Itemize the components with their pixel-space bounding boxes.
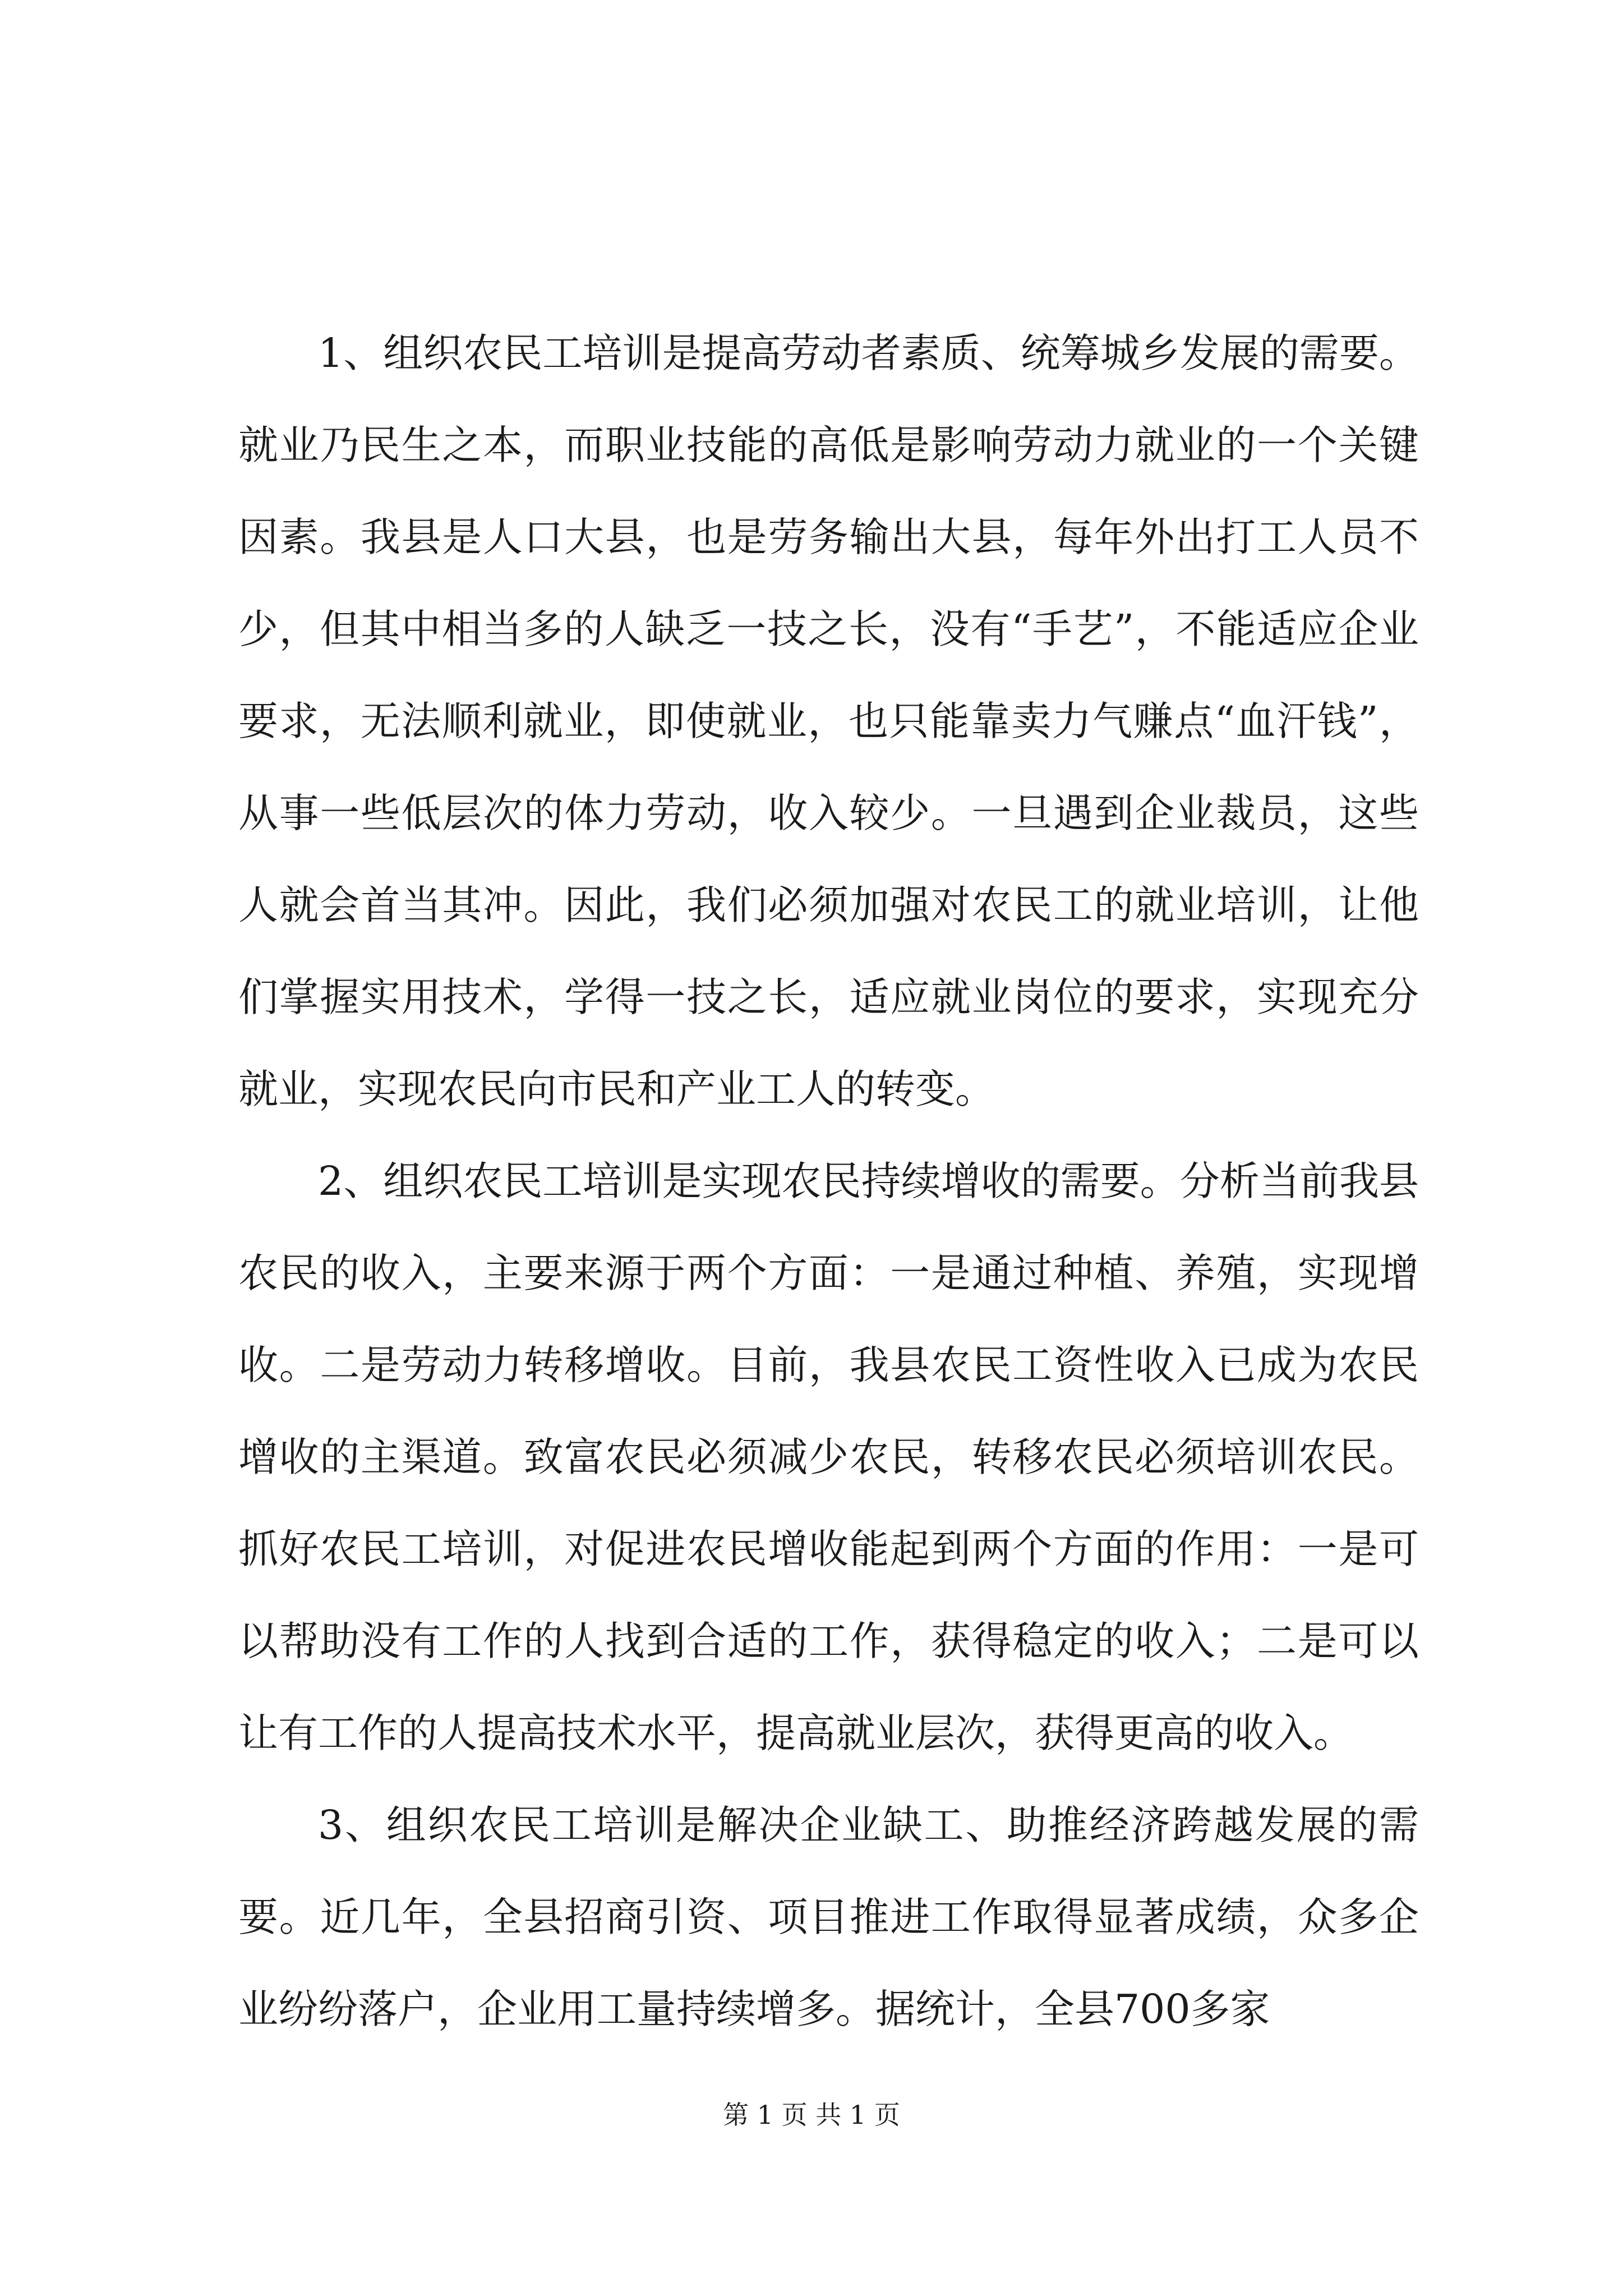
page-footer: 第 1 页 共 1 页 [723,2100,900,2130]
paragraph-2: 2、组织农民工培训是实现农民持续增收的需要。分析当前我县农民的收入，主要来源于两个方面：一是通过种植、养殖，实现增收。二是劳动力转移增收。目前，我县农民工资性收入已成为农民增收的主渠道。致富农民必须减少农民，转移农民必须培训农民。抓好农民工培训，对促进农民增收能起到两个方面的作用：一是可以帮助没有工作的人找到合适的工作，获得稳定的收入；二是可以让有工作的人提高技术水平，提高就业层次，获得更高的收入。 [238,1158,1419,1756]
paragraph-3: 3、组织农民工培训是解决企业缺工、助推经济跨越发展的需要。近几年，全县招商引资、项目推进工作取得显著成绩，众多企业纷纷落户，企业用工量持续增多。据统计，全县700多家 [238,1802,1419,2032]
document-body [238,307,1419,2055]
paragraph-1: 1、组织农民工培训是提高劳动者素质、统筹城乡发展的需要。就业乃民生之本，而职业技能的高低是影响劳动力就业的一个关键因素。我县是人口大县，也是劳务输出大县，每年外出打工人员不少，但其中相当多的人缺乏一技之长，没有“手艺”，不能适应企业要求，无法顺利就业，即使就业，也只能靠卖力气赚点“血汗钱”，从事一些低层次的体力劳动，收入较少。一旦遇到企业裁员，这些人就会首当其冲。因此，我们必须加强对农民工的就业培训，让他们掌握实用技术，学得一技之长，适应就业岗位的要求，实现充分就业，实现农民向市民和产业工人的转变。 [238,330,1419,1112]
